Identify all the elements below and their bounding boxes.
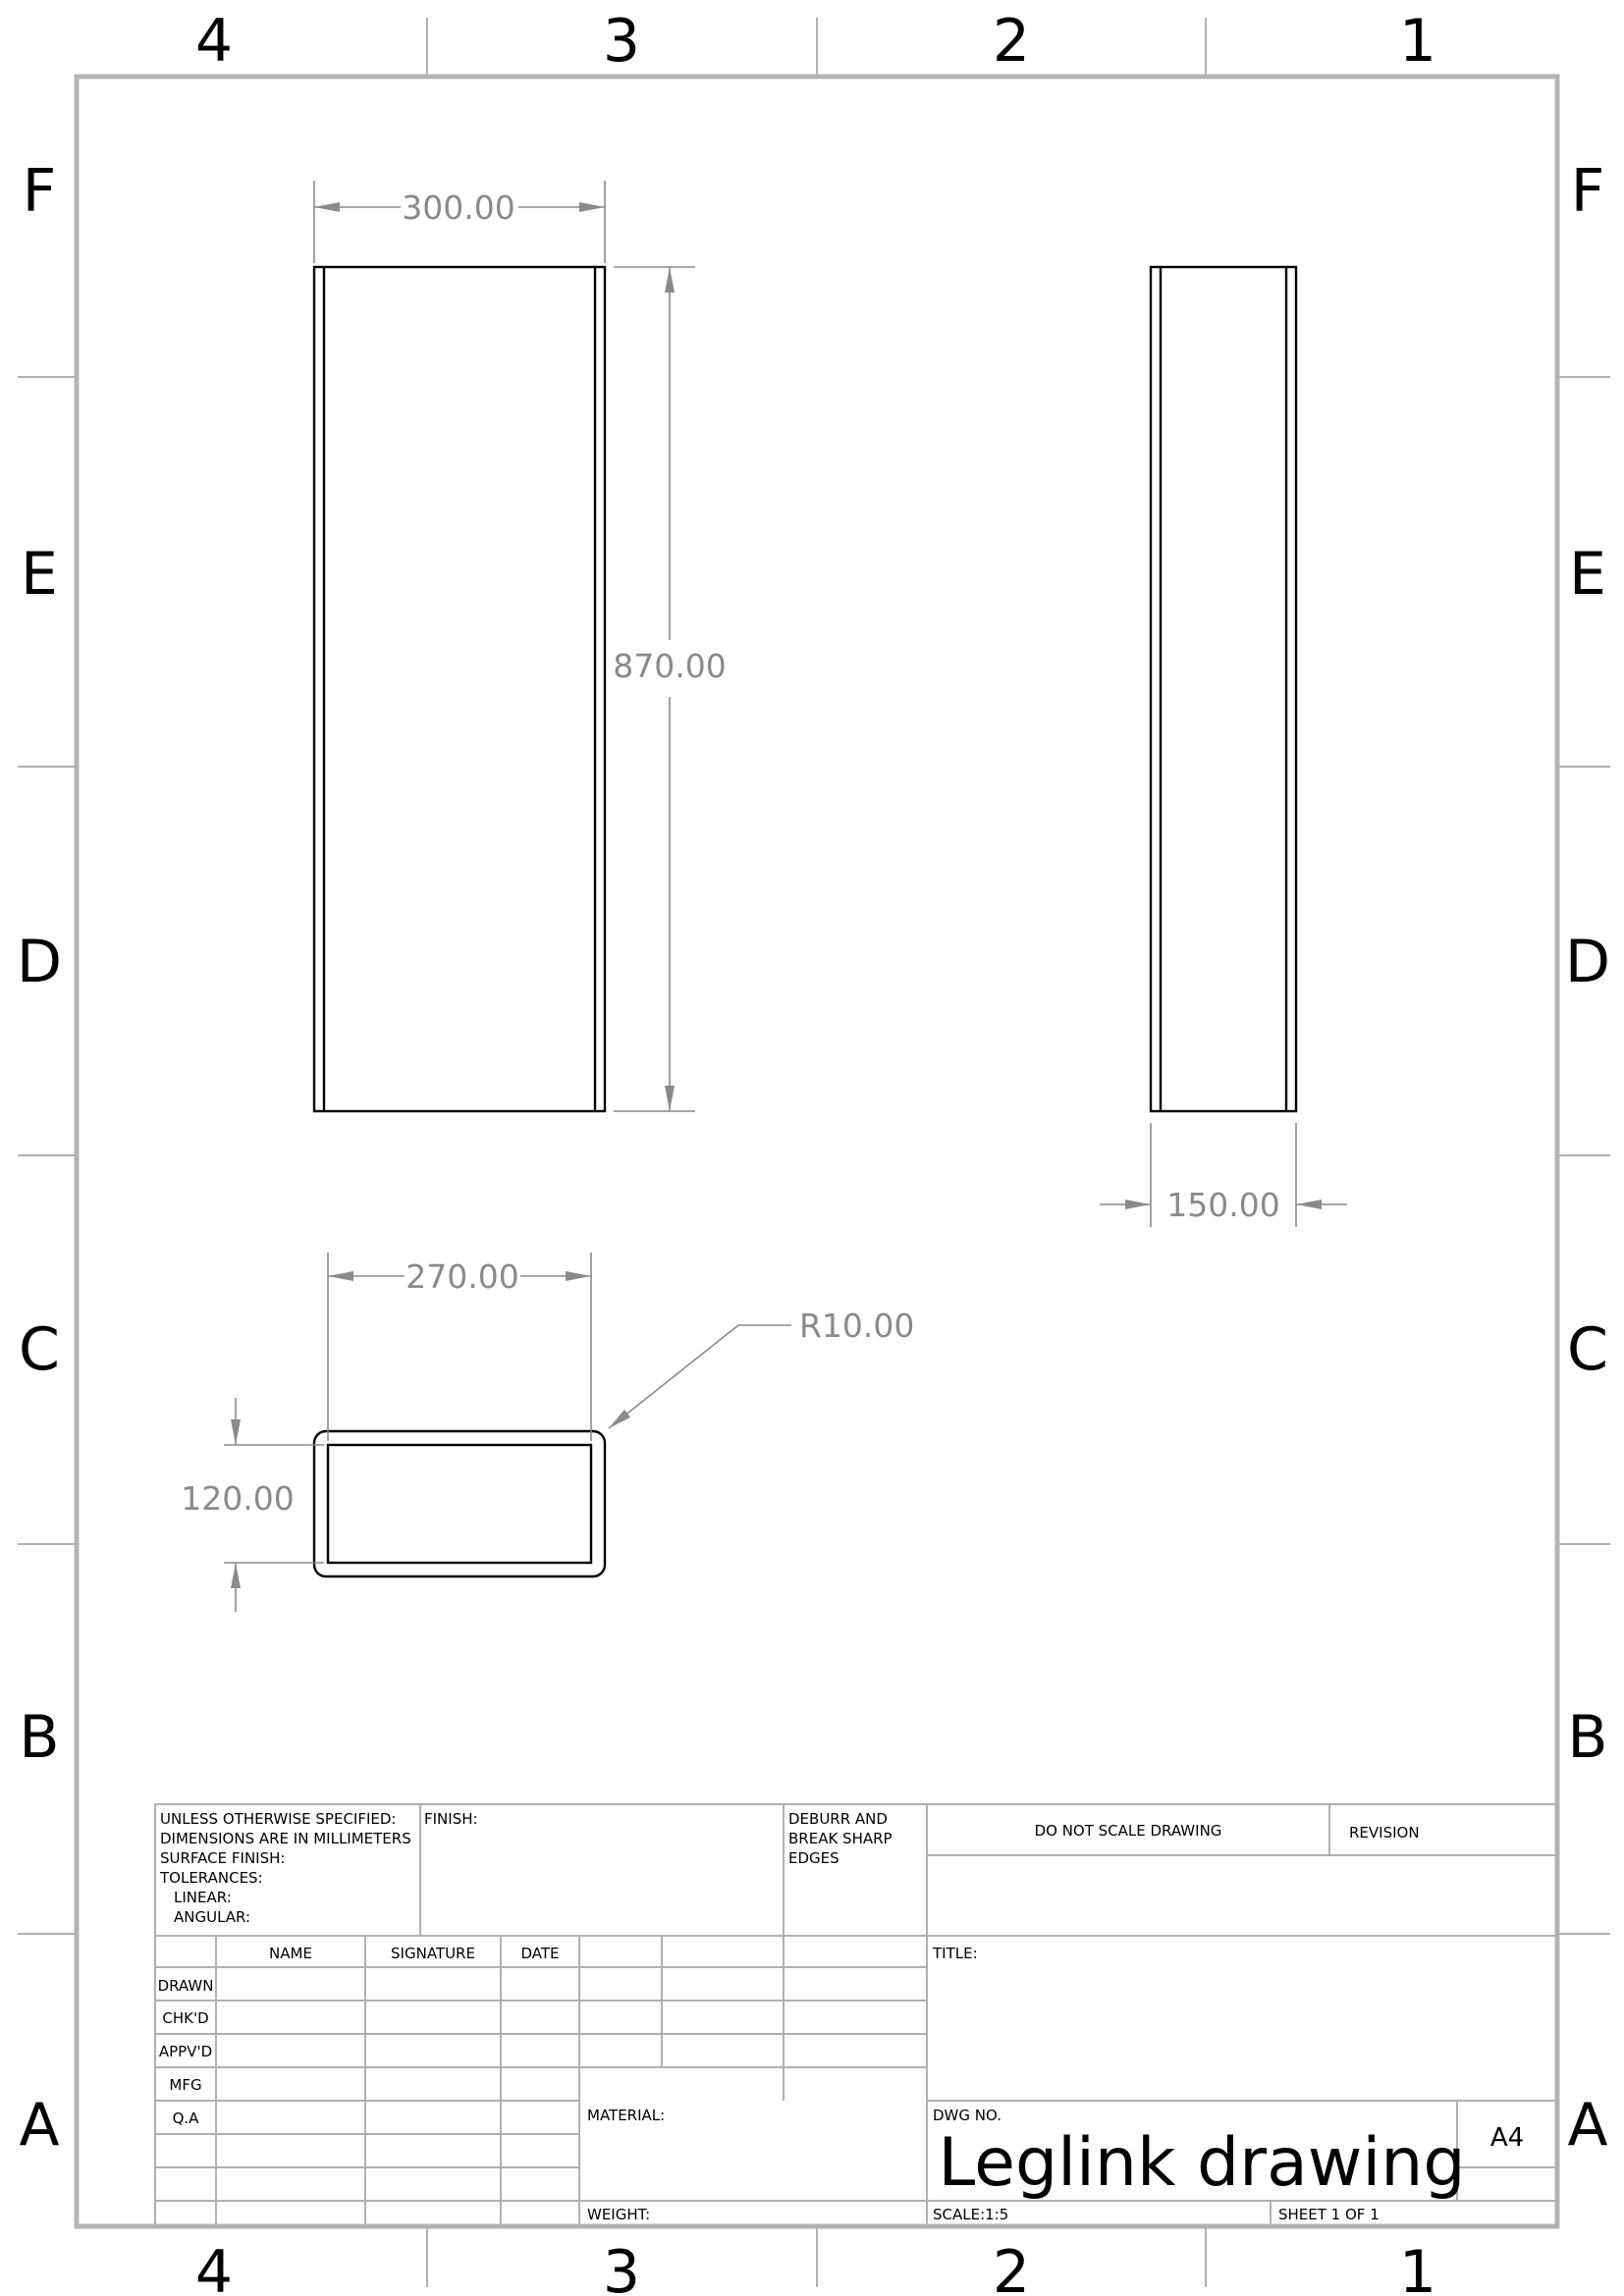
row-label-drawn: DRAWN (157, 1977, 214, 1995)
deburr-note-line: BREAK SHARP (788, 1830, 893, 1847)
general-notes-line: LINEAR: (174, 1889, 232, 1906)
column-header-signature: SIGNATURE (391, 1945, 475, 1962)
general-notes-line: ANGULAR: (174, 1908, 251, 1926)
dwg-no-label: DWG NO. (933, 2107, 1001, 2124)
zone-ticks (18, 18, 1610, 2287)
drawing-name: Leglink drawing (938, 2124, 1466, 2202)
zone-row-label: A (1567, 2091, 1608, 2160)
row-label-mfg: MFG (169, 2076, 202, 2094)
side-width-label: 150.00 (1166, 1186, 1280, 1224)
row-label-checked: CHK'D (162, 2009, 209, 2027)
zone-col-label: 2 (992, 2238, 1031, 2296)
material-label: MATERIAL: (587, 2107, 666, 2124)
zone-row-label: E (1569, 540, 1606, 609)
zone-col-label: 4 (194, 2238, 234, 2296)
zone-col-label: 1 (1398, 2238, 1437, 2296)
finish-label: FINISH: (424, 1810, 478, 1828)
general-notes-line: UNLESS OTHERWISE SPECIFIED: (160, 1810, 397, 1828)
section-height-label: 120.00 (181, 1479, 295, 1518)
front-height-dimension (614, 267, 695, 1111)
zone-row-label: D (1564, 928, 1611, 996)
general-notes-line: TOLERANCES: (160, 1869, 263, 1887)
front-height-label: 870.00 (613, 647, 727, 685)
deburr-note-line: DEBURR AND (788, 1810, 888, 1828)
zone-row-label: B (1567, 1703, 1608, 1772)
revision-label: REVISION (1349, 1824, 1420, 1842)
general-notes-line: SURFACE FINISH: (160, 1849, 286, 1867)
side-view (1151, 267, 1296, 1111)
column-header-date: DATE (520, 1945, 560, 1962)
title-label: TITLE: (933, 1945, 978, 1962)
zone-row-label: C (1567, 1315, 1608, 1384)
radius-label: R10.00 (799, 1307, 915, 1345)
zone-row-label: A (19, 2091, 60, 2160)
front-width-label: 300.00 (402, 188, 515, 227)
do-not-scale-label: DO NOT SCALE DRAWING (1034, 1822, 1222, 1840)
zone-row-label: D (16, 928, 63, 996)
zone-col-label: 4 (194, 7, 234, 76)
deburr-note-line: EDGES (788, 1849, 839, 1867)
front-view (314, 267, 605, 1111)
weight-label: WEIGHT: (587, 2206, 651, 2223)
zone-row-label: E (21, 540, 58, 609)
sheet-label: SHEET 1 OF 1 (1278, 2206, 1380, 2223)
scale-label: SCALE:1:5 (933, 2206, 1009, 2223)
zone-row-label: C (19, 1315, 60, 1384)
drawing-border (77, 77, 1557, 2226)
zone-row-label: F (22, 157, 57, 226)
row-label-approved: APPV'D (158, 2043, 213, 2060)
zone-col-label: 3 (602, 7, 641, 76)
general-notes-line: DIMENSIONS ARE IN MILLIMETERS (160, 1830, 411, 1847)
row-label-qa: Q.A (172, 2109, 199, 2127)
zone-col-label: 1 (1398, 7, 1437, 76)
sheet-size: A4 (1489, 2123, 1525, 2153)
section-width-label: 270.00 (406, 1257, 519, 1296)
zone-col-label: 2 (992, 7, 1031, 76)
zone-col-label: 3 (602, 2238, 641, 2296)
column-header-name: NAME (269, 1945, 312, 1962)
zone-row-label: F (1570, 157, 1605, 226)
zone-row-label: B (19, 1703, 60, 1772)
section-view (314, 1431, 605, 1576)
radius-leader (609, 1325, 791, 1428)
